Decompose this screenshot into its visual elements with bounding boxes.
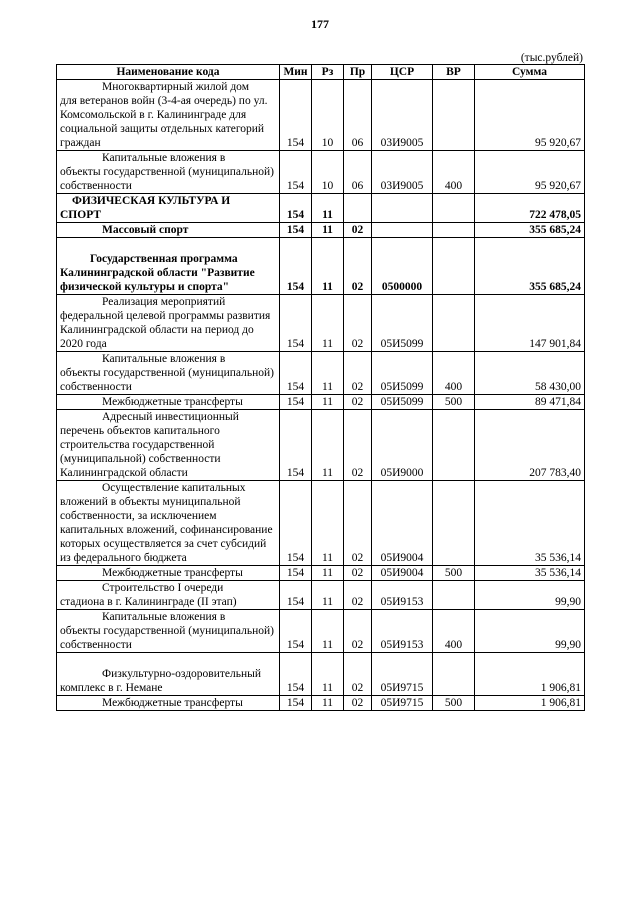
row-csr: 03И9005 [372, 151, 433, 194]
row-name [57, 151, 280, 194]
row-sum: 89 471,84 [475, 395, 585, 410]
row-sum: 355 685,24 [475, 223, 585, 238]
row-name-rest: объекты государственной (муниципальной) собственности [60, 367, 274, 393]
row-min: 154 [280, 581, 312, 610]
row-min: 154 [280, 295, 312, 352]
row-name [57, 395, 280, 410]
row-min: 154 [280, 395, 312, 410]
row-sum: 1 906,81 [475, 653, 585, 696]
row-rz: 11 [312, 395, 344, 410]
row-name-rest: комплекс в г. Немане [60, 682, 163, 694]
row-vr [433, 653, 475, 696]
row-pr: 02 [344, 238, 372, 295]
row-sum: 1 906,81 [475, 696, 585, 711]
table-row [57, 610, 585, 653]
page-number: 177 [311, 17, 329, 31]
row-sum: 95 920,67 [475, 80, 585, 151]
row-sum: 35 536,14 [475, 566, 585, 581]
row-name [57, 223, 280, 238]
table-header-row [57, 65, 585, 80]
row-min: 154 [280, 566, 312, 581]
row-rz: 11 [312, 223, 344, 238]
row-name-rest: Калининградской области "Развитие физической культуры и спорта" [60, 267, 255, 293]
row-name-first: Государственная программа [90, 253, 238, 265]
row-name-first: Капитальные вложения в [102, 152, 226, 164]
row-name-first: Строительство I очереди [102, 582, 224, 594]
row-pr: 02 [344, 566, 372, 581]
row-pr: 06 [344, 80, 372, 151]
row-min: 154 [280, 194, 312, 223]
row-name-rest: вложений в объекты муниципальной собственности, за исключением капитальных вложений, софинансирование которых осуществляется за счет субсидий из федерального бюджета [60, 496, 273, 564]
row-sum: 722 478,05 [475, 194, 585, 223]
table-row [57, 194, 585, 223]
table-row [57, 352, 585, 395]
row-min: 154 [280, 653, 312, 696]
header-pr: Пр [344, 65, 372, 80]
row-min: 154 [280, 410, 312, 481]
row-name [57, 295, 280, 352]
row-name-first: Реализация мероприятий [102, 296, 226, 308]
row-rz: 10 [312, 80, 344, 151]
row-min: 154 [280, 223, 312, 238]
row-vr: 400 [433, 352, 475, 395]
row-name [57, 481, 280, 566]
budget-table [56, 64, 585, 711]
row-min: 154 [280, 481, 312, 566]
row-pr: 02 [344, 410, 372, 481]
row-csr: 03И9005 [372, 80, 433, 151]
table-row [57, 696, 585, 711]
row-name [57, 653, 280, 696]
row-pr: 02 [344, 610, 372, 653]
row-pr: 02 [344, 696, 372, 711]
row-csr: 05И9153 [372, 610, 433, 653]
row-min: 154 [280, 610, 312, 653]
row-name [57, 610, 280, 653]
row-vr [433, 295, 475, 352]
row-pr: 06 [344, 151, 372, 194]
row-sum: 207 783,40 [475, 410, 585, 481]
table-row [57, 566, 585, 581]
row-min: 154 [280, 696, 312, 711]
row-csr: 05И9000 [372, 410, 433, 481]
table-row [57, 410, 585, 481]
row-rz: 11 [312, 238, 344, 295]
row-name-first: Массовый спорт [102, 224, 189, 236]
row-rz: 11 [312, 194, 344, 223]
row-min: 154 [280, 151, 312, 194]
row-csr: 05И9715 [372, 653, 433, 696]
row-pr: 02 [344, 295, 372, 352]
row-min: 154 [280, 352, 312, 395]
header-vr: ВР [433, 65, 475, 80]
units-label: (тыс.рублей) [520, 52, 583, 64]
row-rz: 11 [312, 410, 344, 481]
row-vr [433, 238, 475, 295]
row-pr: 02 [344, 581, 372, 610]
row-csr: 05И5099 [372, 295, 433, 352]
header-name: Наименование кода [57, 65, 280, 80]
row-vr [433, 581, 475, 610]
row-name-first: Капитальные вложения в [102, 353, 226, 365]
row-pr [344, 194, 372, 223]
row-vr: 400 [433, 151, 475, 194]
table-row [57, 653, 585, 696]
row-csr: 05И5099 [372, 352, 433, 395]
row-name-first: Межбюджетные трансферты [102, 567, 243, 579]
row-pr: 02 [344, 653, 372, 696]
row-pr: 02 [344, 352, 372, 395]
table-row [57, 238, 585, 295]
row-vr [433, 481, 475, 566]
row-rz: 10 [312, 151, 344, 194]
row-pr: 02 [344, 481, 372, 566]
row-name-rest: для ветеранов войн (3-4-ая очередь) по ул. Комсомольской в г. Калининграде для социальной защиты отдельных категорий граждан [60, 95, 268, 149]
row-csr: 05И9004 [372, 481, 433, 566]
row-name-first: Многоквартирный жилой дом [102, 81, 249, 93]
row-name [57, 566, 280, 581]
row-vr [433, 410, 475, 481]
row-rz: 11 [312, 653, 344, 696]
row-name-first: Межбюджетные трансферты [102, 396, 243, 408]
row-csr: 05И9004 [372, 566, 433, 581]
row-name-rest: стадиона в г. Калининграде (II этап) [60, 596, 237, 608]
row-rz: 11 [312, 610, 344, 653]
row-sum: 95 920,67 [475, 151, 585, 194]
row-name-first: Межбюджетные трансферты [102, 697, 243, 709]
row-rz: 11 [312, 696, 344, 711]
table-row [57, 223, 585, 238]
row-csr: 05И9715 [372, 696, 433, 711]
row-vr: 500 [433, 395, 475, 410]
row-csr [372, 223, 433, 238]
row-name [57, 410, 280, 481]
row-name-rest: СПОРТ [60, 209, 102, 221]
row-vr [433, 80, 475, 151]
header-csr: ЦСР [372, 65, 433, 80]
table-row [57, 295, 585, 352]
row-name-rest: федеральной целевой программы развития Калининградской области на период до 2020 года [60, 310, 271, 350]
row-csr: 05И5099 [372, 395, 433, 410]
row-name-first: Физкультурно-оздоровительный [102, 668, 262, 680]
row-name-rest: объекты государственной (муниципальной) собственности [60, 625, 274, 651]
row-name-first: Адресный инвестиционный [102, 411, 239, 423]
row-sum: 58 430,00 [475, 352, 585, 395]
row-min: 154 [280, 238, 312, 295]
row-rz: 11 [312, 352, 344, 395]
row-name [57, 194, 280, 223]
table-row [57, 481, 585, 566]
row-pr: 02 [344, 395, 372, 410]
header-min: Мин [280, 65, 312, 80]
row-rz: 11 [312, 566, 344, 581]
table-row [57, 151, 585, 194]
row-sum: 99,90 [475, 581, 585, 610]
row-sum: 147 901,84 [475, 295, 585, 352]
row-sum: 355 685,24 [475, 238, 585, 295]
row-sum: 35 536,14 [475, 481, 585, 566]
row-rz: 11 [312, 295, 344, 352]
row-name-rest: перечень объектов капитального строительства государственной (муниципальной) собственности Калининградской области [60, 425, 221, 479]
row-csr: 05И9153 [372, 581, 433, 610]
table-row [57, 581, 585, 610]
row-name-first: Осуществление капитальных [102, 482, 246, 494]
row-name [57, 352, 280, 395]
row-name [57, 581, 280, 610]
row-name [57, 238, 280, 295]
row-vr: 500 [433, 566, 475, 581]
row-vr: 500 [433, 696, 475, 711]
row-pr: 02 [344, 223, 372, 238]
table-row [57, 80, 585, 151]
row-name-first: Капитальные вложения в [102, 611, 226, 623]
row-vr [433, 223, 475, 238]
row-name-rest: объекты государственной (муниципальной) собственности [60, 166, 274, 192]
row-csr: 0500000 [372, 238, 433, 295]
row-vr [433, 194, 475, 223]
table-row [57, 395, 585, 410]
row-name [57, 696, 280, 711]
row-min: 154 [280, 80, 312, 151]
row-name-first: ФИЗИЧЕСКАЯ КУЛЬТУРА И [72, 195, 231, 207]
header-rz: Рз [312, 65, 344, 80]
row-name [57, 80, 280, 151]
row-rz: 11 [312, 581, 344, 610]
row-csr [372, 194, 433, 223]
row-sum: 99,90 [475, 610, 585, 653]
header-sum: Сумма [475, 65, 585, 80]
row-vr: 400 [433, 610, 475, 653]
row-rz: 11 [312, 481, 344, 566]
